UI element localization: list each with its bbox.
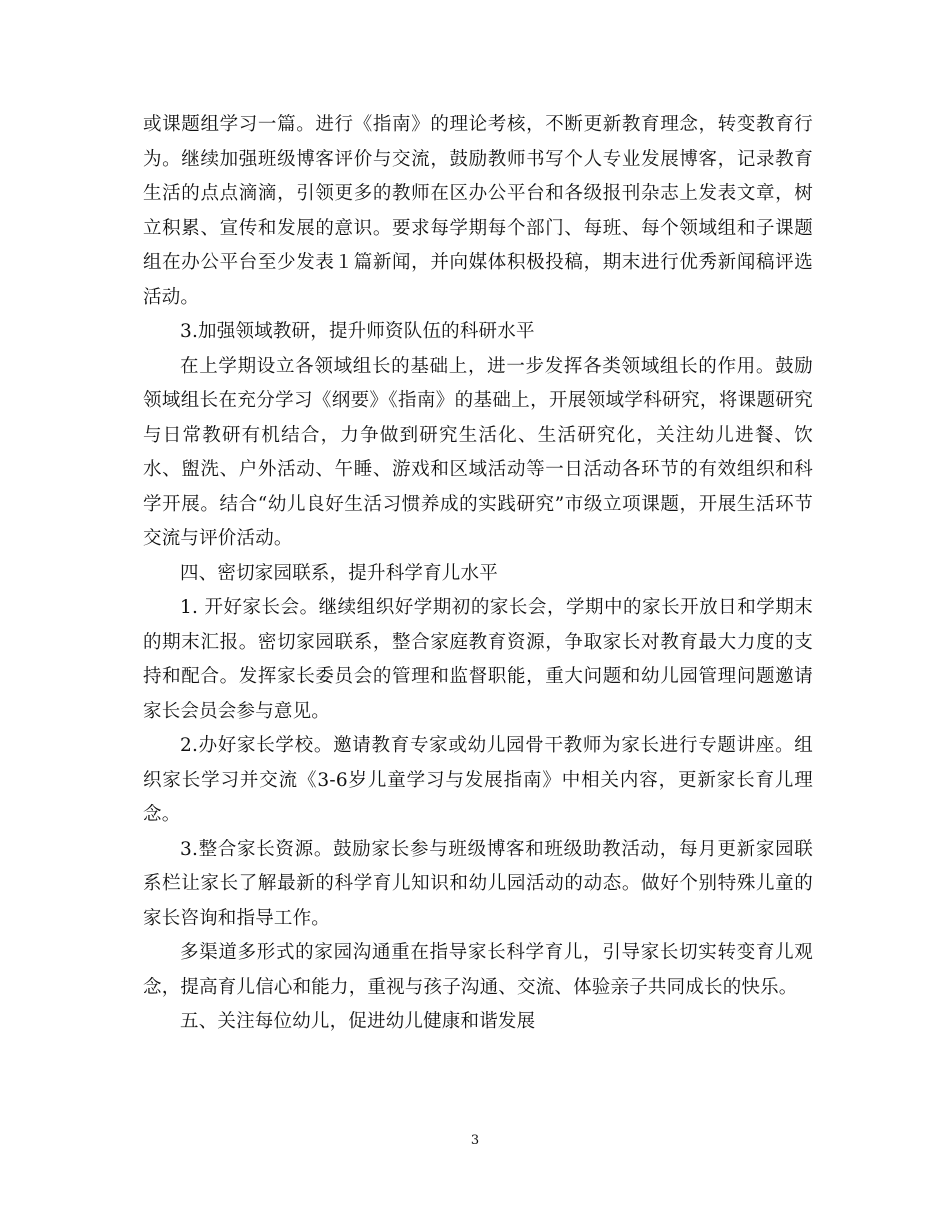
paragraph-parent-resources: 3.整合家长资源。鼓励家长参与班级博客和班级助教活动，每月更新家园联系栏让家长了解最新的科学育儿知识和幼儿园活动的动态。做好个别特殊儿童的家长咨询和指导工作。 xyxy=(143,838,813,929)
paragraph-parent-meeting: 1. 开好家长会。继续组织好学期初的家长会，学期中的家长开放日和学期末的期末汇报。密切家园联系，整合家庭教育资源，争取家长对教育最大力度的支持和配合。发挥家长委员会的管理和监督职能，重大问题和幼儿园管理问题邀请家长会员会参与意见。 xyxy=(143,597,813,722)
paragraph-parent-school: 2.办好家长学校。邀请教育专家或幼儿园骨干教师为家长进行专题讲座。组织家长学习并交流《3-6岁儿童学习与发展指南》中相关内容，更新家长育儿理念。 xyxy=(143,735,813,825)
paragraph-continuation: 或课题组学习一篇。进行《指南》的理论考核，不断更新教育理念，转变教育行为。继续加强班级博客评价与交流，鼓励教师书写个人专业发展博客，记录教育生活的点点滴滴，引领更多的教师在区办公平台和各级报刊杂志上发表文章，树立积累、宣传和发展的意识。要求每学期每个部门、每班、每个领域组和子课题组在办公平台至少发表１篇新闻，并向媒体积极投稿，期末进行优秀新闻稿评选活动。 xyxy=(143,114,813,308)
paragraph-domain-research: 在上学期设立各领域组长的基础上，进一步发挥各类领域组长的作用。鼓励领域组长在充分学习《纲要》《指南》的基础上，开展领域学科研究，将课题研究与日常教研有机结合，力争做到研究生活化、生活研究化，关注幼儿进餐、饮水、盥洗、户外活动、午睡、游戏和区域活动等一日活动各环节的有效组织和科学开展。结合“幼儿良好生活习惯养成的实践研究”市级立项课题，开展生活环节交流与评价活动。 xyxy=(143,355,813,549)
section-heading-3: 3.加强领域教研，提升师资队伍的科研水平 xyxy=(180,321,535,342)
section-heading-four: 四、密切家园联系，提升科学育儿水平 xyxy=(180,562,498,584)
document-body xyxy=(143,108,813,1040)
paragraph-home-communication: 多渠道多形式的家园沟通重在指导家长科学育儿，引导家长切实转变育儿观念，提高育儿信心和能力，重视与孩子沟通、交流、体验亲子共同成长的快乐。 xyxy=(143,942,813,998)
page-number: 3 xyxy=(470,1133,480,1148)
section-heading-five: 五、关注每位幼儿，促进幼儿健康和谐发展 xyxy=(180,1011,536,1032)
